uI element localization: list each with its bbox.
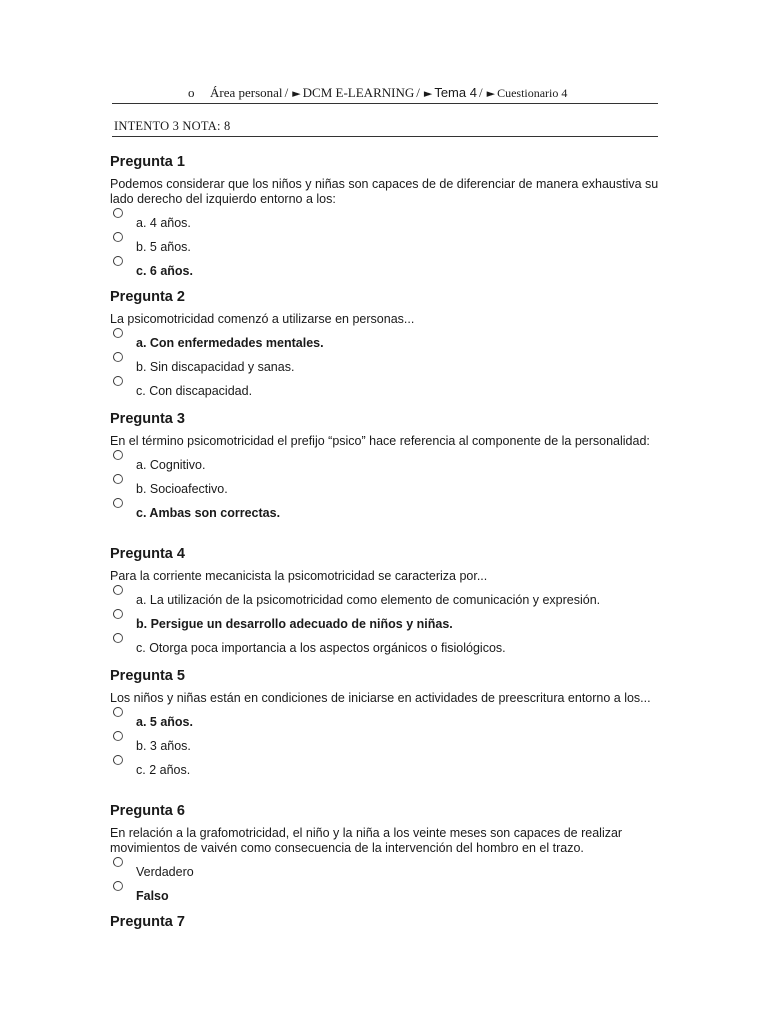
question-title: Pregunta 7: [110, 914, 185, 930]
answer-option[interactable]: [110, 498, 670, 522]
answer-option[interactable]: [110, 731, 670, 755]
radio-button-icon[interactable]: [113, 232, 123, 242]
question-title: Pregunta 4: [110, 546, 185, 562]
question-text: Podemos considerar que los niños y niñas son capaces de de diferenciar de manera exhaustiva su lado derecho del izquierdo entorno a los:: [110, 177, 659, 206]
breadcrumb-item-topic[interactable]: Tema 4: [434, 85, 477, 100]
breadcrumb-arrow-icon: ►: [486, 87, 496, 100]
radio-button-icon[interactable]: [113, 609, 123, 619]
answer-option[interactable]: [110, 633, 670, 657]
answer-option[interactable]: [110, 881, 670, 905]
breadcrumb-separator: /: [478, 85, 483, 100]
answer-option[interactable]: [110, 474, 670, 498]
radio-button-icon[interactable]: [113, 633, 123, 643]
question-1: [110, 153, 670, 280]
breadcrumb-arrow-icon: ►: [292, 87, 301, 100]
breadcrumb-item-area-personal[interactable]: Área personal: [210, 85, 283, 100]
answer-option[interactable]: [110, 857, 670, 881]
answer-label: b. Sin discapacidad y sanas.: [136, 360, 295, 374]
correct-answer-label: Falso: [136, 889, 169, 903]
radio-button-icon[interactable]: [113, 450, 123, 460]
breadcrumb-item-course[interactable]: DCM E-LEARNING: [302, 85, 415, 100]
correct-answer-label: c. 6 años.: [136, 264, 193, 278]
question-6: [110, 802, 670, 905]
bullet-marker: o: [188, 85, 195, 100]
answer-label: b. 5 años.: [136, 240, 191, 254]
question-title: Pregunta 2: [110, 289, 185, 305]
question-title: Pregunta 3: [110, 411, 185, 427]
question-text: Los niños y niñas están en condiciones de iniciarse en actividades de preescritura entorno a los...: [110, 691, 651, 705]
answer-label: b. 3 años.: [136, 739, 191, 753]
answer-option[interactable]: [110, 450, 670, 474]
divider: [112, 103, 658, 104]
question-4: [110, 545, 670, 657]
radio-button-icon[interactable]: [113, 731, 123, 741]
answer-option[interactable]: [110, 352, 670, 376]
answer-option[interactable]: [110, 232, 670, 256]
question-title: Pregunta 5: [110, 668, 185, 684]
radio-button-icon[interactable]: [113, 881, 123, 891]
breadcrumb-separator: /: [284, 85, 289, 100]
answer-label: c. Con discapacidad.: [136, 384, 253, 398]
question-text: En relación a la grafomotricidad, el niño y la niña a los veinte meses son capaces de realizar movimientos de vaivén como consecuencia de la intervención del hombro en el trazo.: [110, 826, 623, 855]
question-text: Para la corriente mecanicista la psicomotricidad se caracteriza por...: [110, 569, 488, 583]
breadcrumb-separator: /: [416, 85, 420, 100]
answer-label: a. 4 años.: [136, 216, 191, 230]
answer-option[interactable]: [110, 328, 670, 352]
breadcrumb: [188, 85, 668, 101]
attempt-grade: INTENTO 3 NOTA: 8: [114, 119, 231, 133]
answer-label: a. Cognitivo.: [136, 458, 206, 472]
radio-button-icon[interactable]: [113, 707, 123, 717]
answer-option[interactable]: [110, 755, 670, 779]
radio-button-icon[interactable]: [113, 328, 123, 338]
question-title: Pregunta 1: [110, 154, 185, 170]
question-text: La psicomotricidad comenzó a utilizarse en personas...: [110, 312, 415, 326]
answer-option[interactable]: [110, 609, 670, 633]
answer-label: b. Socioafectivo.: [136, 482, 228, 496]
answer-option[interactable]: [110, 256, 670, 280]
answer-label: c. 2 años.: [136, 763, 191, 777]
radio-button-icon[interactable]: [113, 755, 123, 765]
radio-button-icon[interactable]: [113, 376, 123, 386]
question-3: [110, 410, 670, 522]
question-title: Pregunta 6: [110, 803, 185, 819]
divider: [112, 136, 658, 137]
question-5: [110, 667, 670, 779]
answer-option[interactable]: [110, 707, 670, 731]
correct-answer-label: c. Ambas son correctas.: [136, 506, 281, 520]
radio-button-icon[interactable]: [113, 352, 123, 362]
answer-option[interactable]: [110, 376, 670, 400]
answer-option[interactable]: [110, 585, 670, 609]
radio-button-icon[interactable]: [113, 498, 123, 508]
answer-option[interactable]: [110, 208, 670, 232]
answer-label: c. Otorga poca importancia a los aspectos orgánicos o fisiológicos.: [136, 641, 506, 655]
answer-label: Verdadero: [136, 865, 194, 879]
breadcrumb-arrow-icon: ►: [423, 87, 433, 100]
radio-button-icon[interactable]: [113, 256, 123, 266]
correct-answer-label: b. Persigue un desarrollo adecuado de niños y niñas.: [136, 617, 453, 631]
question-text: En el término psicomotricidad el prefijo “psico” hace referencia al componente de la personalidad:: [110, 434, 650, 448]
radio-button-icon[interactable]: [113, 208, 123, 218]
answer-label: a. La utilización de la psicomotricidad como elemento de comunicación y expresión.: [136, 593, 601, 607]
question-7: [110, 913, 670, 937]
correct-answer-label: a. 5 años.: [136, 715, 193, 729]
radio-button-icon[interactable]: [113, 474, 123, 484]
radio-button-icon[interactable]: [113, 857, 123, 867]
correct-answer-label: a. Con enfermedades mentales.: [136, 336, 324, 350]
breadcrumb-item-quiz[interactable]: Cuestionario 4: [497, 86, 568, 100]
radio-button-icon[interactable]: [113, 585, 123, 595]
question-2: [110, 288, 670, 400]
